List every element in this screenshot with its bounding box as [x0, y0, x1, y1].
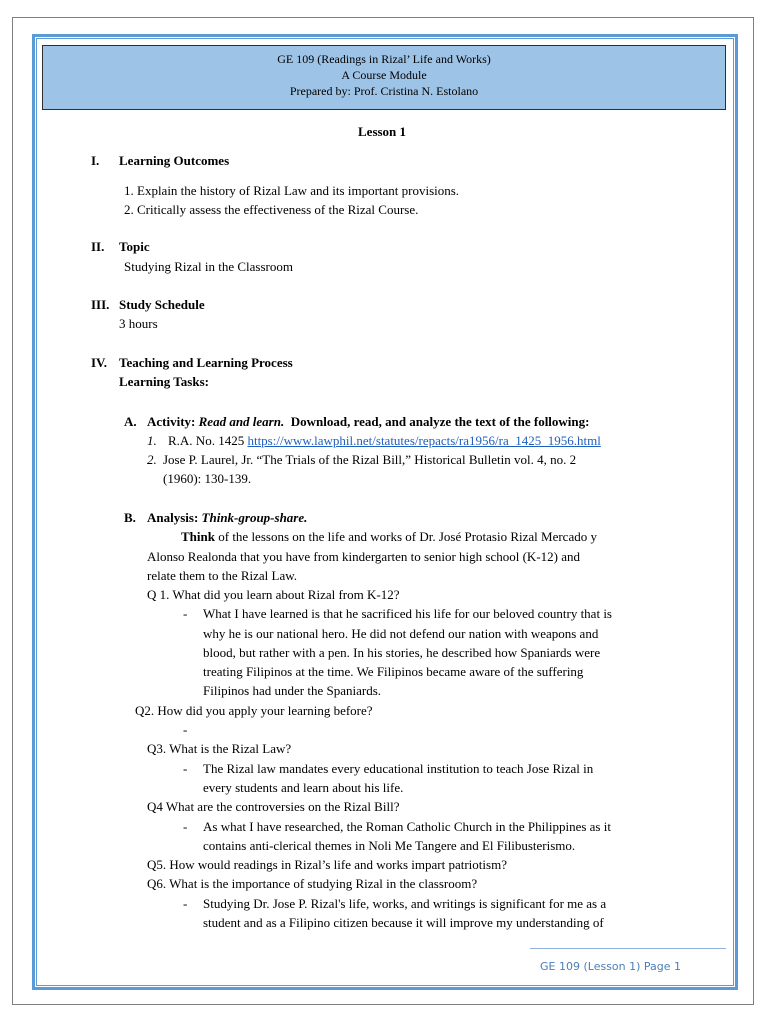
question-4: Q4 What are the controversies on the Rizal Bill?	[147, 799, 400, 814]
section-title-learning-outcomes: Learning Outcomes	[119, 153, 230, 168]
section-number-4: IV.	[91, 355, 108, 370]
answer-4-bullet: -	[183, 819, 188, 834]
answer-6-line-2: student and as a Filipino citizen because it will improve my understanding of	[203, 915, 604, 930]
analysis-intro-line-2: Alonso Realonda that you have from kindergarten to senior high school (K-12) and	[147, 549, 580, 564]
activity-item-1	[168, 431, 601, 450]
module-header	[42, 45, 726, 110]
activity-item-2-number: 2.	[147, 452, 157, 467]
analysis-letter: B.	[124, 510, 136, 525]
header-course-title: GE 109 (Readings in Rizal’ Life and Works)	[277, 52, 491, 66]
answer-3-line-1: The Rizal law mandates every educational institution to teach Jose Rizal in	[203, 761, 594, 776]
activity-item-1-text: R.A. No. 1425	[168, 433, 245, 448]
answer-6-line-1: Studying Dr. Jose P. Rizal's life, works, and writings is significant for me as a	[203, 896, 607, 911]
activity-item-2-line-2: (1960): 130-139.	[163, 471, 252, 486]
section-title-teaching-process: Teaching and Learning Process	[119, 355, 293, 370]
answer-3-bullet: -	[183, 761, 188, 776]
analysis-mode: Think-group-share.	[201, 510, 308, 525]
activity-item-2-line-1: Jose P. Laurel, Jr. “The Trials of the Rizal Bill,” Historical Bulletin vol. 4, no. 2	[163, 452, 577, 467]
answer-2-bullet: -	[183, 722, 188, 737]
analysis-intro-text: of the lessons on the life and works of Dr. José Protasio Rizal Mercado y	[218, 529, 597, 544]
question-6: Q6. What is the importance of studying Rizal in the classroom?	[147, 876, 478, 891]
section-title-topic: Topic	[119, 239, 150, 254]
footer-divider	[530, 948, 726, 949]
topic-text: Studying Rizal in the Classroom	[124, 259, 293, 274]
answer-1-line-4: treating Filipinos at the time. We Filipinos became aware of the suffering	[203, 664, 584, 679]
answer-1-line-2: why he is our national hero. He did not defend our nation with weapons and	[203, 626, 599, 641]
analysis-label: Analysis:	[147, 510, 199, 525]
answer-1-line-1: What I have learned is that he sacrificed his life for our beloved country that is	[203, 606, 612, 621]
answer-4-line-2: contains anti-clerical themes in Noli Me Tangere and El Filibusterismo.	[203, 838, 576, 853]
activity-label: Activity:	[147, 414, 196, 429]
question-3: Q3. What is the Rizal Law?	[147, 741, 292, 756]
study-schedule-text: 3 hours	[119, 316, 158, 331]
answer-1-line-3: blood, but rather with a pen. In his stories, he described how Spaniards were	[203, 645, 601, 660]
answer-4-line-1: As what I have researched, the Roman Catholic Church in the Philippines as it	[203, 819, 611, 834]
activity-heading	[147, 412, 589, 431]
question-1: Q 1. What did you learn about Rizal from K-12?	[147, 587, 400, 602]
section-title-study-schedule: Study Schedule	[119, 297, 205, 312]
page-footer: GE 109 (Lesson 1) Page 1	[540, 960, 682, 973]
header-prepared-by: Prepared by: Prof. Cristina N. Estolano	[289, 84, 479, 98]
section-number-3: III.	[91, 297, 110, 312]
lesson-title: Lesson 1	[358, 124, 407, 139]
activity-letter: A.	[124, 414, 137, 429]
header-module-label: A Course Module	[341, 68, 427, 82]
outcome-item-2: 2. Critically assess the effectiveness of the Rizal Course.	[124, 202, 419, 217]
answer-1-line-5: Filipinos had under the Spaniards.	[203, 683, 382, 698]
outcome-item-1: 1. Explain the history of Rizal Law and its important provisions.	[124, 183, 460, 198]
learning-tasks-label: Learning Tasks:	[119, 374, 209, 389]
activity-instruction: Download, read, and analyze the text of the following:	[290, 414, 590, 429]
analysis-intro-line-3: relate them to the Rizal Law.	[147, 568, 298, 583]
answer-1-bullet: -	[183, 606, 188, 621]
answer-6-bullet: -	[183, 896, 188, 911]
section-number-2: II.	[91, 239, 105, 254]
ra-1425-link[interactable]: https://www.lawphil.net/statutes/repacts/ra1956/ra_1425_1956.html	[247, 433, 601, 448]
question-5: Q5. How would readings in Rizal’s life and works impart patriotism?	[147, 857, 507, 872]
answer-3-line-2: every students and learn about his life.	[203, 780, 404, 795]
think-word: Think	[181, 529, 215, 544]
activity-mode: Read and learn.	[198, 414, 285, 429]
analysis-heading	[147, 508, 307, 527]
question-2: Q2. How did you apply your learning before?	[135, 703, 373, 718]
section-number-1: I.	[91, 153, 100, 168]
analysis-intro-line-1	[181, 527, 597, 546]
activity-item-1-number: 1.	[147, 433, 157, 448]
